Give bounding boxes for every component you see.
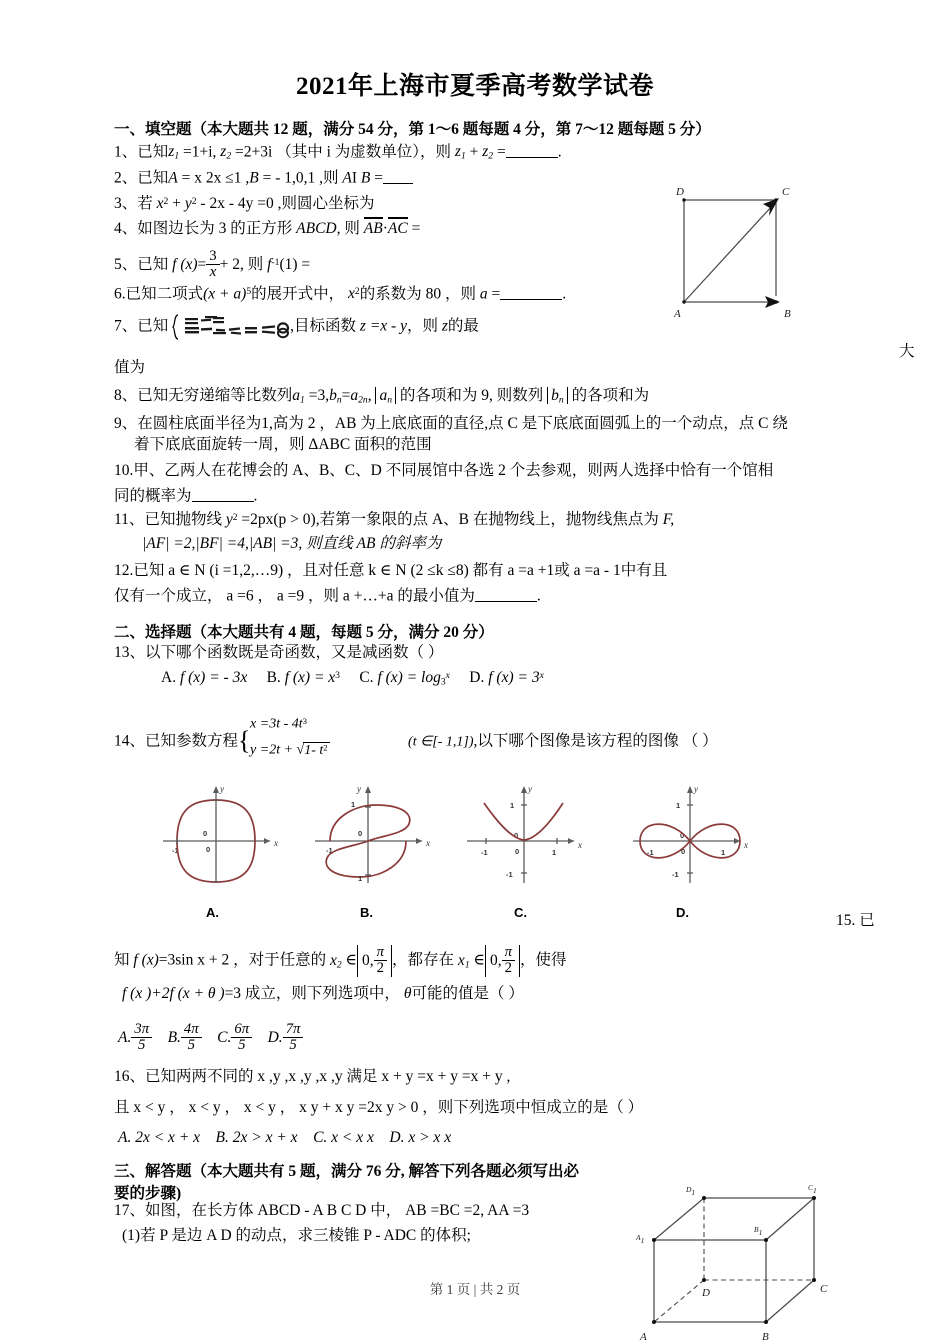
q7-wrapped-char: 大	[899, 343, 915, 360]
q15-text2a: f (x )+2f (x + θ )	[122, 985, 225, 1002]
question-15-line1	[114, 945, 566, 977]
q15-fx: f (x)	[133, 951, 159, 969]
q14-figure-c	[462, 778, 587, 890]
q5-number: 5、	[114, 255, 138, 273]
question-2: 2、已知A = x 2x ≤1 ,B = - 1,0,1 ,则 AI B =	[114, 169, 413, 186]
q6-eq: =	[491, 285, 501, 303]
fig-b-origin: 0	[358, 829, 363, 838]
q11-text1a: 已知抛物线	[144, 511, 222, 528]
q1-plus: +	[469, 143, 479, 161]
q8-bn: =	[341, 387, 351, 404]
q14-figure-a-label: A.	[206, 905, 219, 920]
question-16-line2: 且 x < y ， x < y ， x < y ， x y + x y =2x y > 0 ，则下列选项中恒成立的是（ ）	[114, 1099, 644, 1116]
q15-text2b: =3 成立，则下列选项中，	[224, 985, 400, 1002]
q14-figure-c-label: C.	[514, 905, 527, 920]
q6-answer-blank	[500, 285, 562, 300]
q17-number: 17、	[114, 1202, 146, 1219]
question-8: 8、已知无穷递缩等比数列$a_1 =3,b_n=a_{2n}$, $a_n$ 的各项和为 9, 则数列 $b_n$ 的各项和为	[114, 387, 650, 406]
q12-answer-blank	[475, 587, 537, 602]
q10-answer-blank	[192, 487, 254, 502]
cuboid-vertex-d1: $D_1$	[686, 1185, 696, 1197]
cuboid-vertex-c: C	[820, 1283, 828, 1295]
q11-text1c: 若第一象限的点 A、B 在抛物线上，抛物线焦点为	[319, 511, 659, 528]
q6-mid: 的展开式中，	[251, 285, 345, 303]
q5-denominator: x	[209, 264, 217, 281]
q7-tail: ，则	[406, 317, 438, 335]
square-vertex-c: C	[782, 186, 790, 198]
q15-lead-right: 已	[859, 912, 875, 929]
q6-coef: 的系数为 80 ，	[359, 285, 461, 303]
question-3: 3、若 $x^2 + y^2 - 2x - 4y =0$ ,则圆心坐标为	[114, 195, 375, 212]
q7-lead: 已知	[137, 317, 169, 335]
q7-mid: ,目标函数	[290, 317, 357, 335]
square-vertex-b: B	[784, 308, 791, 320]
q14-figure-d	[628, 778, 753, 890]
q15-option-a[interactable]: A. $\frac{3\pi}{5}$	[118, 1029, 152, 1046]
fig-c-xtick-1: 1	[552, 848, 557, 857]
q6-a: a	[479, 285, 488, 303]
fig-d-y-label: y	[694, 784, 698, 794]
section-header-solve-line2: 要的步骤)	[114, 1185, 182, 1202]
q15-theta: θ	[403, 985, 412, 1002]
fig-c-x-label: x	[578, 840, 582, 850]
fig-a-x-label: x	[274, 838, 278, 848]
q15-in1: ∈	[345, 951, 358, 969]
q16-number: 16、	[114, 1068, 146, 1085]
q10-text1: 甲、乙两人在花博会的 A、B、C、D 不同展馆中各选 2 个去参观，则两人选择中恰有一个馆相	[133, 462, 774, 479]
question-12-line1	[114, 563, 667, 579]
question-5: 5、已知 f (x)= $\frac{3}{x}$ + 2, 则 $f^{-1}(1)$ =	[114, 248, 311, 281]
question-10-line2	[114, 487, 257, 504]
q6-then: 则	[460, 285, 476, 303]
q12-tail: .	[536, 587, 541, 605]
q3-expr: - 2x - 4y =0 ,则圆心坐标为	[200, 195, 375, 212]
q8-a1: =3,	[308, 387, 330, 404]
question-12-line2	[114, 587, 541, 604]
fig-d-ytick-neg1: -1	[672, 870, 679, 879]
question-17-line1	[114, 1203, 529, 1219]
q14-lead: 已知参数方程	[145, 732, 239, 750]
q2-setA: = x 2x ≤1 ,	[181, 169, 250, 187]
q1-eq: =	[496, 143, 506, 161]
q5-finv: f	[267, 255, 272, 273]
q12-text2: 仅有一个成立， a =6 ， a =9 ，则 a +…+a 的最小值为	[114, 587, 475, 605]
cuboid-vertex-d: D	[702, 1287, 710, 1299]
q7-number: 7、	[114, 317, 138, 335]
q14-figure-d-label: D.	[676, 905, 689, 920]
section-header-solve-line1: 三、解答题（本大题共有 5 题，满分 76 分, 解答下列各题必须写出必	[114, 1163, 580, 1180]
q6-lead: 已知二项式	[125, 285, 204, 303]
fig-c-xtick-neg1: -1	[481, 848, 488, 857]
fig-d-origin: 0	[681, 847, 686, 856]
question-15-line2	[122, 986, 524, 1002]
q4-shape: ABCD,	[296, 220, 341, 237]
q5-plus2: + 2, 则	[219, 255, 264, 273]
q2-setB: = - 1,0,1 ,则	[262, 169, 339, 187]
q2-tail: I	[351, 169, 358, 187]
q9-number: 9、	[114, 415, 138, 432]
q11-text1b: =2px(p > 0),	[241, 511, 320, 528]
fig-b-ytick-low: 1	[358, 874, 363, 883]
q5-equals: =	[197, 255, 207, 273]
question-7	[114, 312, 479, 342]
question-10-line1	[114, 463, 773, 479]
q17-text1: 如图，在长方体 ABCD - A B C D 中， AB =BC =2, AA =3	[145, 1202, 530, 1219]
square-vertex-a: A	[674, 308, 681, 320]
question-15-lead	[836, 913, 875, 929]
q8-lead: 已知无穷递缩等比数列	[137, 387, 293, 404]
question-9-line2: 着下底底面旋转一周，则 ΔABC 面积的范围	[134, 436, 432, 453]
q12-text1: 已知 a ∈ N (i =1,2,…9) ，且对任意 k ∈ N (2 ≤k ≤8) 都有 a =a +1或 a =a - 1中有且	[133, 562, 668, 579]
q13-option-b[interactable]: B. f $(x) = x^3$	[266, 669, 340, 686]
page-footer: 第 1 页 | 共 2 页	[429, 1282, 521, 1297]
question-9-line1	[114, 416, 788, 432]
q1-number: 1、	[114, 143, 138, 161]
q15-option-c[interactable]: C. $\frac{6\pi}{5}$	[217, 1029, 252, 1046]
fig-b-xtick-neg1: -1	[326, 846, 333, 855]
section-header-choice: 二、选择题（本大题共有 4 题，每题 5 分，满分 20 分）	[114, 624, 494, 641]
fig-b-y-label: y	[357, 784, 361, 794]
question-13-options	[161, 670, 544, 687]
question-14: 14、已知参数方程 { $x =3t - 4t^3$ y =2t + √1- $t^2$ (t ∈[- 1,1]),以下哪个图像是该方程的图像 （ ）	[114, 716, 718, 758]
q16-option-b[interactable]: B. 2x > x + x	[215, 1129, 298, 1146]
fig-d-ytick-1: 1	[676, 801, 681, 810]
q2-eq: =	[374, 169, 383, 187]
fig-b-x-label: x	[426, 838, 430, 848]
q1-lead: 已知	[137, 143, 169, 161]
q4-vector-ab: AB	[364, 217, 383, 237]
q15-interval-num: π	[374, 945, 387, 961]
q10-text2: 同的概率为	[114, 487, 192, 505]
q15-interval-den: 2	[376, 960, 385, 977]
q12-number: 12.	[114, 562, 134, 579]
q7-line2: 值为	[114, 359, 146, 376]
page-title: 2021年上海市夏季高考数学试卷	[295, 73, 654, 100]
q13-option-c[interactable]: C. f $(x) = \log_3^x$	[359, 669, 450, 688]
square-vertex-d: D	[676, 186, 684, 198]
q10-tail: .	[253, 487, 258, 505]
fig-c-y-label: y	[528, 784, 532, 794]
fig-b-ytick-1: 1	[351, 800, 356, 809]
q15-option-d[interactable]: D. $\frac{7\pi}{5}$	[268, 1029, 304, 1046]
question-6: 6.已知二项式$(x + a)^5$的展开式中， $x^2$的系数为 80 ，则 a = .	[114, 285, 567, 303]
q4-lead: 如图边长为 3 的正方形	[137, 220, 293, 237]
q11-number: 11、	[114, 511, 145, 528]
q14-figure-b-label: B.	[360, 905, 373, 920]
cuboid-vertex-a1: $A_1$	[636, 1233, 645, 1245]
q7-z: z	[441, 317, 448, 335]
q15-x1: $x_1$	[457, 951, 470, 971]
q13-stem: 以下哪个函数既是奇函数，又是减函数（ ）	[145, 644, 444, 661]
q9-text1: 在圆柱底面半径为1,高为 2 ，AB 为上底底面的直径,点 C 是下底底面圆弧上的一个动点，点 C 绕	[137, 415, 788, 432]
q4-vector-ac: AC	[388, 217, 408, 237]
q11-focus: F,	[662, 511, 675, 528]
q2-number: 2、	[114, 169, 138, 187]
q15-interval-lo: 0,	[362, 951, 374, 969]
fig-d-origin-upper: 0	[680, 831, 685, 840]
q14-tail: ,以下哪个图像是该方程的图像 （ ）	[473, 732, 718, 750]
question-16-options	[118, 1130, 451, 1146]
q14-domain: (t ∈[- 1,1])	[408, 734, 474, 750]
cuboid-vertex-c1: $C_1$	[808, 1183, 817, 1195]
q15-number: 15.	[836, 912, 856, 929]
q15-text1d: ，使得	[519, 951, 567, 969]
fig-a-xtick-neg1: -1	[172, 846, 179, 855]
q1-then: ，则	[420, 143, 452, 161]
q2-lead: 已知	[137, 169, 169, 187]
q15-interval2-den: 2	[504, 960, 512, 977]
fig-c-ytick-neg1: -1	[506, 870, 513, 879]
fig-a-origin: 0	[206, 845, 211, 854]
cuboid-diagram	[626, 1172, 896, 1344]
q4-dot: ·	[382, 220, 388, 237]
question-17-line2: (1)若 P 是边 A D 的动点，求三棱锥 P - ADC 的体积;	[122, 1227, 471, 1244]
q6-binomial: (x + a)	[203, 285, 247, 303]
q6-number: 6.	[114, 285, 126, 303]
q5-fx: f (x)	[172, 255, 198, 273]
q7-tail2: 的最	[447, 317, 479, 335]
fig-c-ytick-1: 1	[510, 801, 515, 810]
question-4	[114, 221, 420, 237]
q14-eq-bot: y =2t + √1- $t^2$	[250, 742, 328, 758]
q5-lead: 已知	[137, 255, 169, 273]
fig-c-origin-upper: 0	[514, 831, 519, 840]
fig-c-origin: 0	[515, 847, 520, 856]
q15-x2: $x_2$	[329, 951, 342, 971]
q14-figure-a	[158, 778, 283, 890]
q8-tail: 的各项和为	[571, 387, 650, 404]
q6-exponent: 5	[246, 286, 252, 298]
q13-option-d[interactable]: D. f $(x) = 3^x$	[469, 669, 544, 686]
q1-answer-blank	[506, 143, 558, 158]
q10-number: 10.	[114, 462, 134, 479]
question-11-line1: 11、已知抛物线 $y^2 =2px(p > 0)$,若第一象限的点 A、B 在抛物线上，抛物线焦点为 F,	[114, 511, 675, 528]
question-15-options	[118, 1022, 303, 1054]
fig-a-y-label: y	[220, 784, 224, 794]
fig-d-xtick-neg1: -1	[647, 848, 654, 857]
cuboid-vertex-b1: $B_1$	[754, 1225, 763, 1237]
q15-option-b[interactable]: B. $\frac{4\pi}{5}$	[168, 1029, 202, 1046]
q5-inv: (1) =	[279, 255, 311, 273]
question-1: 1、已知$z_1 =1+i$, $z_2 =2+3i$ （其中 i 为虚数单位），则 $z_1 + z_2$ = .	[114, 143, 562, 162]
q8-mid: 的各项和为 9, 则数列	[399, 387, 544, 404]
cuboid-vertex-b: B	[762, 1331, 769, 1343]
q16-option-d[interactable]: D. x > x x	[389, 1129, 452, 1146]
fig-a-origin-upper: 0	[203, 829, 208, 838]
q14-number: 14、	[114, 732, 146, 750]
q2-answer-blank	[383, 169, 413, 184]
q15-text1b: =3sin x + 2 ，对于任意的	[158, 951, 327, 969]
q16-option-a[interactable]: A. 2x < x + x	[118, 1129, 201, 1146]
q15-text2c: 可能的值是（ ）	[411, 985, 524, 1002]
q5-numerator: 3	[206, 249, 219, 265]
cuboid-vertex-a: A	[640, 1331, 647, 1343]
q3-lead: 若	[137, 195, 153, 212]
q1-given2: =2+3i	[235, 143, 273, 161]
fig-d-x-label: x	[744, 840, 748, 850]
q7-corrupted-formula	[172, 312, 290, 342]
q15-interval2-lo: 0,	[489, 951, 502, 969]
q7-objective: z =x - y	[359, 317, 407, 335]
q3-number: 3、	[114, 195, 138, 212]
section-header-fill-in: 一、填空题（本大题共 12 题，满分 54 分，第 1～6 题每题 4 分，第 7～12 题每题 5 分）	[114, 121, 711, 138]
question-11-line2: |AF| =2,|BF| =4,|AB| =3, 则直线 AB 的斜率为	[142, 535, 442, 552]
q4-number: 4、	[114, 220, 138, 237]
question-16-line1	[114, 1069, 510, 1085]
q16-option-c[interactable]: C. x < x x	[313, 1129, 374, 1146]
q16-text1: 已知两两不同的 x ,y ,x ,y ,x ,y 满足 x + y =x + y =x + y ,	[145, 1068, 511, 1085]
q13-option-a[interactable]: A. f (x) = - 3x	[161, 669, 248, 686]
q4-eq: =	[411, 220, 421, 237]
q14-eq-top: $x =3t - 4t^3$	[250, 716, 307, 732]
question-13	[114, 645, 443, 661]
q14-figure-b	[310, 778, 435, 890]
q15-text1c: ，都存在	[392, 951, 455, 969]
q1-note: （其中 i 为虚数单位）	[276, 143, 420, 161]
q4-then: 则	[344, 220, 360, 237]
q8-number: 8、	[114, 387, 138, 404]
q15-text1a: 知	[114, 951, 130, 969]
square-abcd-diagram	[664, 186, 814, 331]
q15-interval2-num: π	[502, 945, 515, 961]
q15-in2: ∈	[473, 951, 485, 969]
q13-number: 13、	[114, 644, 146, 661]
fig-d-xtick-1: 1	[721, 848, 726, 857]
q1-given1: =1+i,	[183, 143, 217, 161]
